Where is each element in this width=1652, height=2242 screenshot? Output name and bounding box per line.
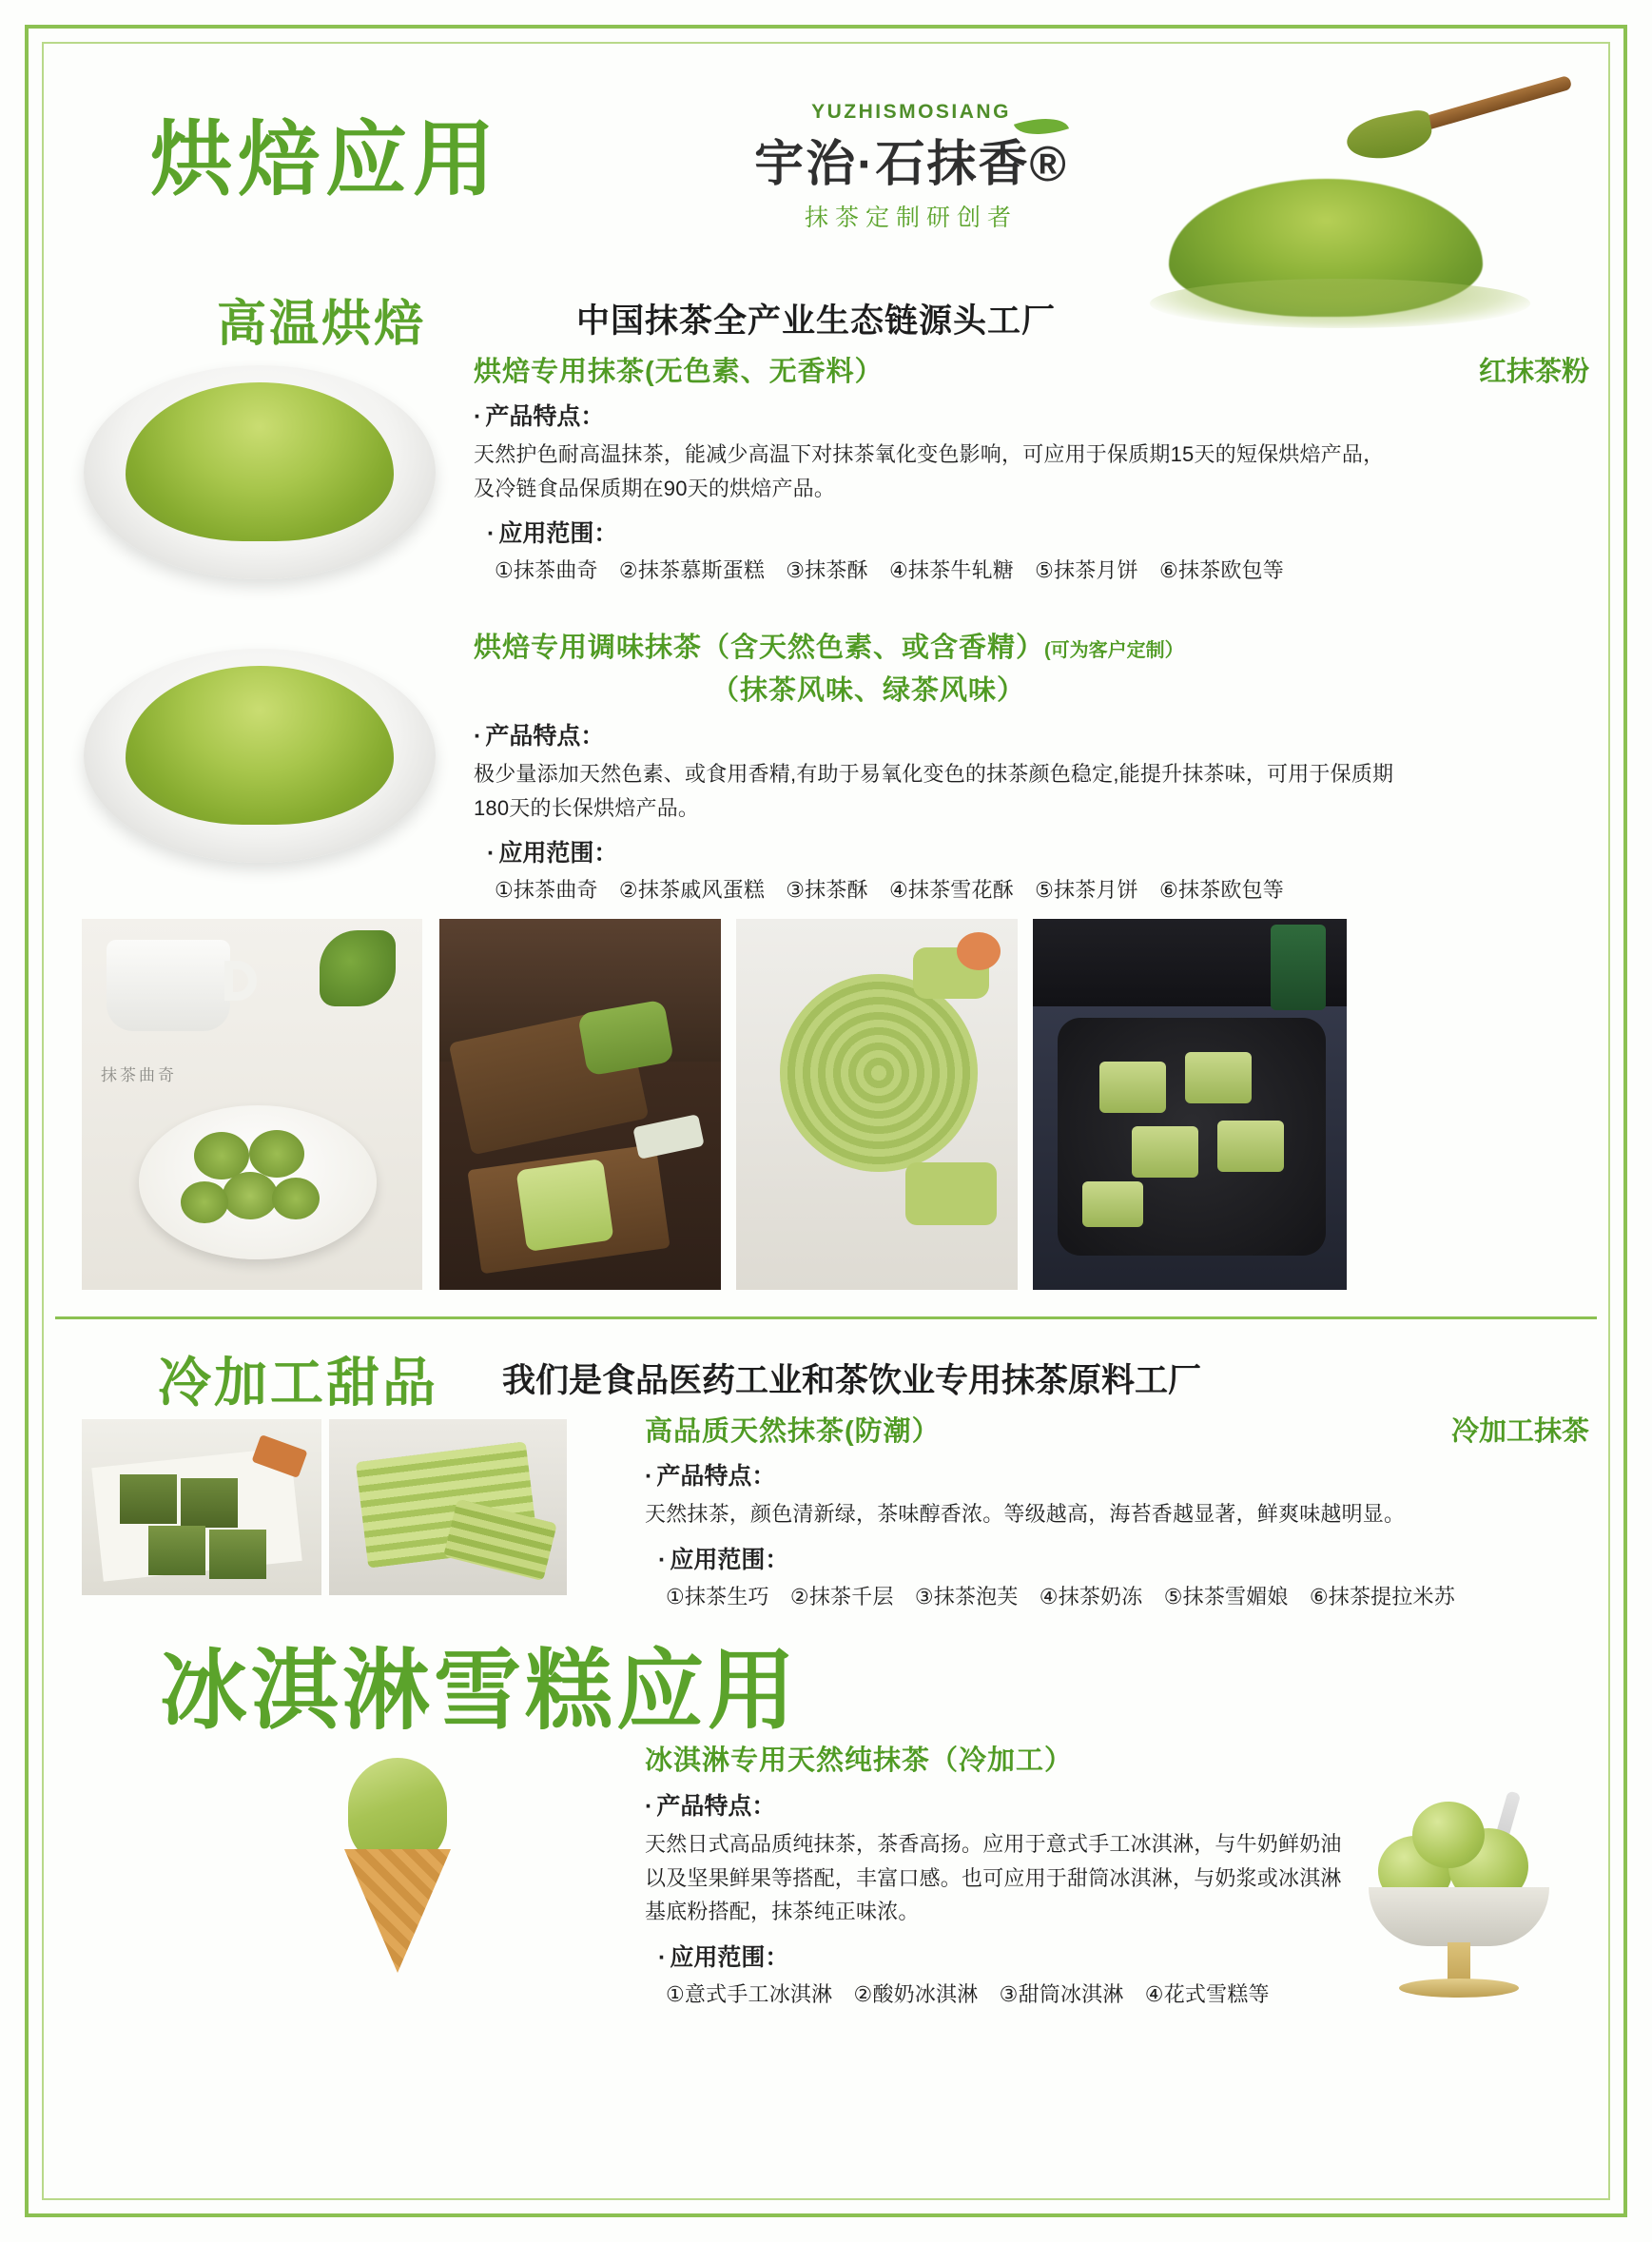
- brand-latin-name: YUZHISMOSIANG: [811, 101, 1011, 123]
- registered-mark-icon: ®: [1029, 137, 1068, 192]
- brand-slogan: 抹茶定制研创者: [804, 205, 1018, 231]
- poster-content: [55, 55, 1597, 2187]
- product-1-title: 烘焙专用抹茶(无色素、无香料）: [474, 357, 884, 387]
- product-2-feature-label: · 产品特点：: [474, 717, 1597, 751]
- gallery-item-nougat: [1033, 919, 1347, 1290]
- cold-product-usage-label: · 应用范围：: [658, 1541, 1597, 1575]
- waffle-cone: [344, 1849, 451, 1973]
- section-title-cold-dessert: 冷加工甜品: [158, 1353, 438, 1414]
- product-block-2: [55, 626, 1597, 911]
- product-1-feature-label: · 产品特点：: [474, 398, 1597, 432]
- icecream-usage-text: ①意式手工冰淇淋 ②酸奶冰淇淋 ③甜筒冰淇淋 ④花式雪糕等: [666, 1981, 1270, 2006]
- matcha-mille-crepe-cake-image: [329, 1419, 567, 1595]
- page-title: 烘焙应用: [150, 112, 500, 207]
- icecream-usage-label: · 应用范围：: [658, 1939, 1387, 1973]
- cold-product-feature-text: 天然抹茶，颜色清新绿，茶味醇香浓。等级越高，海苔香越显著，鲜爽味越明显。: [645, 1502, 1406, 1526]
- product-2-title: 烘焙专用调味抹茶（含天然色素、或含香精）: [474, 633, 1045, 663]
- brand-chinese-name: 宇治·石抹香: [754, 137, 1030, 192]
- divider-wrap: [55, 1309, 1597, 1328]
- icecream-section-header: [55, 1615, 1597, 1742]
- matcha-powder-bowl-image-1: [84, 365, 436, 579]
- section-title-icecream: 冰淇淋雪糕应用: [160, 1640, 800, 1742]
- section-subtitle-hot-baking: 高温烘焙: [217, 296, 427, 353]
- gallery-item-cookies: [82, 919, 422, 1290]
- gallery-item-mooncake: [439, 919, 721, 1290]
- gallery-caption-cookies: 抹茶曲奇: [101, 1066, 177, 1084]
- product-block-cold: [55, 1415, 1597, 1615]
- glass-bowl: [1369, 1887, 1549, 1946]
- matcha-powder-bowl-image-2: [84, 649, 436, 863]
- poster-header: [55, 55, 1597, 353]
- product-block-icecream: [55, 1739, 1597, 2053]
- gelato-scoop: [1412, 1802, 1485, 1868]
- factory-tagline: 中国抹茶全产业生态链源头工厂: [576, 302, 1057, 340]
- product-1-usage-text: ①抹茶曲奇 ②抹茶慕斯蛋糕 ③抹茶酥 ④抹茶牛轧糖 ⑤抹茶月饼 ⑥抹茶欧包等: [495, 558, 1284, 583]
- product-2-feature-text: 极少量添加天然色素、或食用香精,有助于易氧化变色的抹茶颜色稳定,能提升抹茶味，可用于保质期180天的长保烘焙产品。: [474, 762, 1394, 820]
- powder-heap: [126, 382, 393, 541]
- cold-section-header: [55, 1328, 1597, 1415]
- gallery-item-mille-crepe-ball: [736, 919, 1018, 1290]
- product-1-feature-text: 天然护色耐高温抹茶，能减少高温下对抹茶氧化变色影响，可应用于保质期15天的短保烘焙产品，及冷链食品保质期在90天的烘焙产品。: [474, 442, 1385, 500]
- cold-product-feature-label: · 产品特点：: [645, 1457, 1597, 1491]
- glass-base: [1399, 1979, 1519, 1998]
- icecream-feature-label: · 产品特点：: [645, 1787, 1387, 1822]
- powder-heap: [126, 666, 393, 825]
- hero-matcha-powder-image: [1150, 74, 1587, 331]
- icecream-feature-text: 天然日式高品质纯抹茶，茶香高扬。应用于意式手工冰淇淋，与牛奶鲜奶油以及坚果鲜果等搭配，丰富口感。也可应用于甜筒冰淇淋，与奶浆或冰淇淋基底粉搭配，抹茶纯正味浓。: [645, 1832, 1342, 1924]
- section-divider: [55, 1316, 1597, 1319]
- icecream-product-title: 冰淇淋专用天然纯抹茶（冷加工）: [645, 1745, 1074, 1776]
- product-2-title-line2: （抹茶风味、绿茶风味）: [711, 675, 1026, 706]
- photo-gallery: [55, 919, 1597, 1309]
- cold-section-tagline: 我们是食品医药工业和茶饮业专用抹茶原料工厂: [502, 1362, 1202, 1399]
- cold-product-title-right: 冷加工抹茶: [1450, 1416, 1589, 1447]
- scoop-bowl: [1344, 108, 1435, 165]
- product-2-usage-text: ①抹茶曲奇 ②抹茶戚风蛋糕 ③抹茶酥 ④抹茶雪花酥 ⑤抹茶月饼 ⑥抹茶欧包等: [495, 878, 1284, 903]
- product-block-1: [55, 341, 1597, 626]
- cold-product-title: 高品质天然抹茶(防潮）: [645, 1416, 941, 1447]
- bamboo-scoop-icon: [1332, 49, 1592, 224]
- brand-logo: [740, 101, 1082, 233]
- product-2-usage-label: · 应用范围：: [487, 834, 1597, 868]
- powder-dust: [1150, 279, 1530, 328]
- matcha-raw-chocolate-image: [82, 1419, 321, 1595]
- matcha-soft-serve-cone-image: [331, 1758, 474, 1986]
- product-2-title-note: (可为客户定制）: [1044, 640, 1184, 661]
- soft-serve-swirl: [348, 1758, 447, 1864]
- cold-product-usage-text: ①抹茶生巧 ②抹茶千层 ③抹茶泡芙 ④抹茶奶冻 ⑤抹茶雪媚娘 ⑥抹茶提拉米苏: [666, 1584, 1455, 1608]
- product-1-usage-label: · 应用范围：: [487, 515, 1597, 549]
- product-1-title-right: 红抹茶粉: [1478, 357, 1589, 387]
